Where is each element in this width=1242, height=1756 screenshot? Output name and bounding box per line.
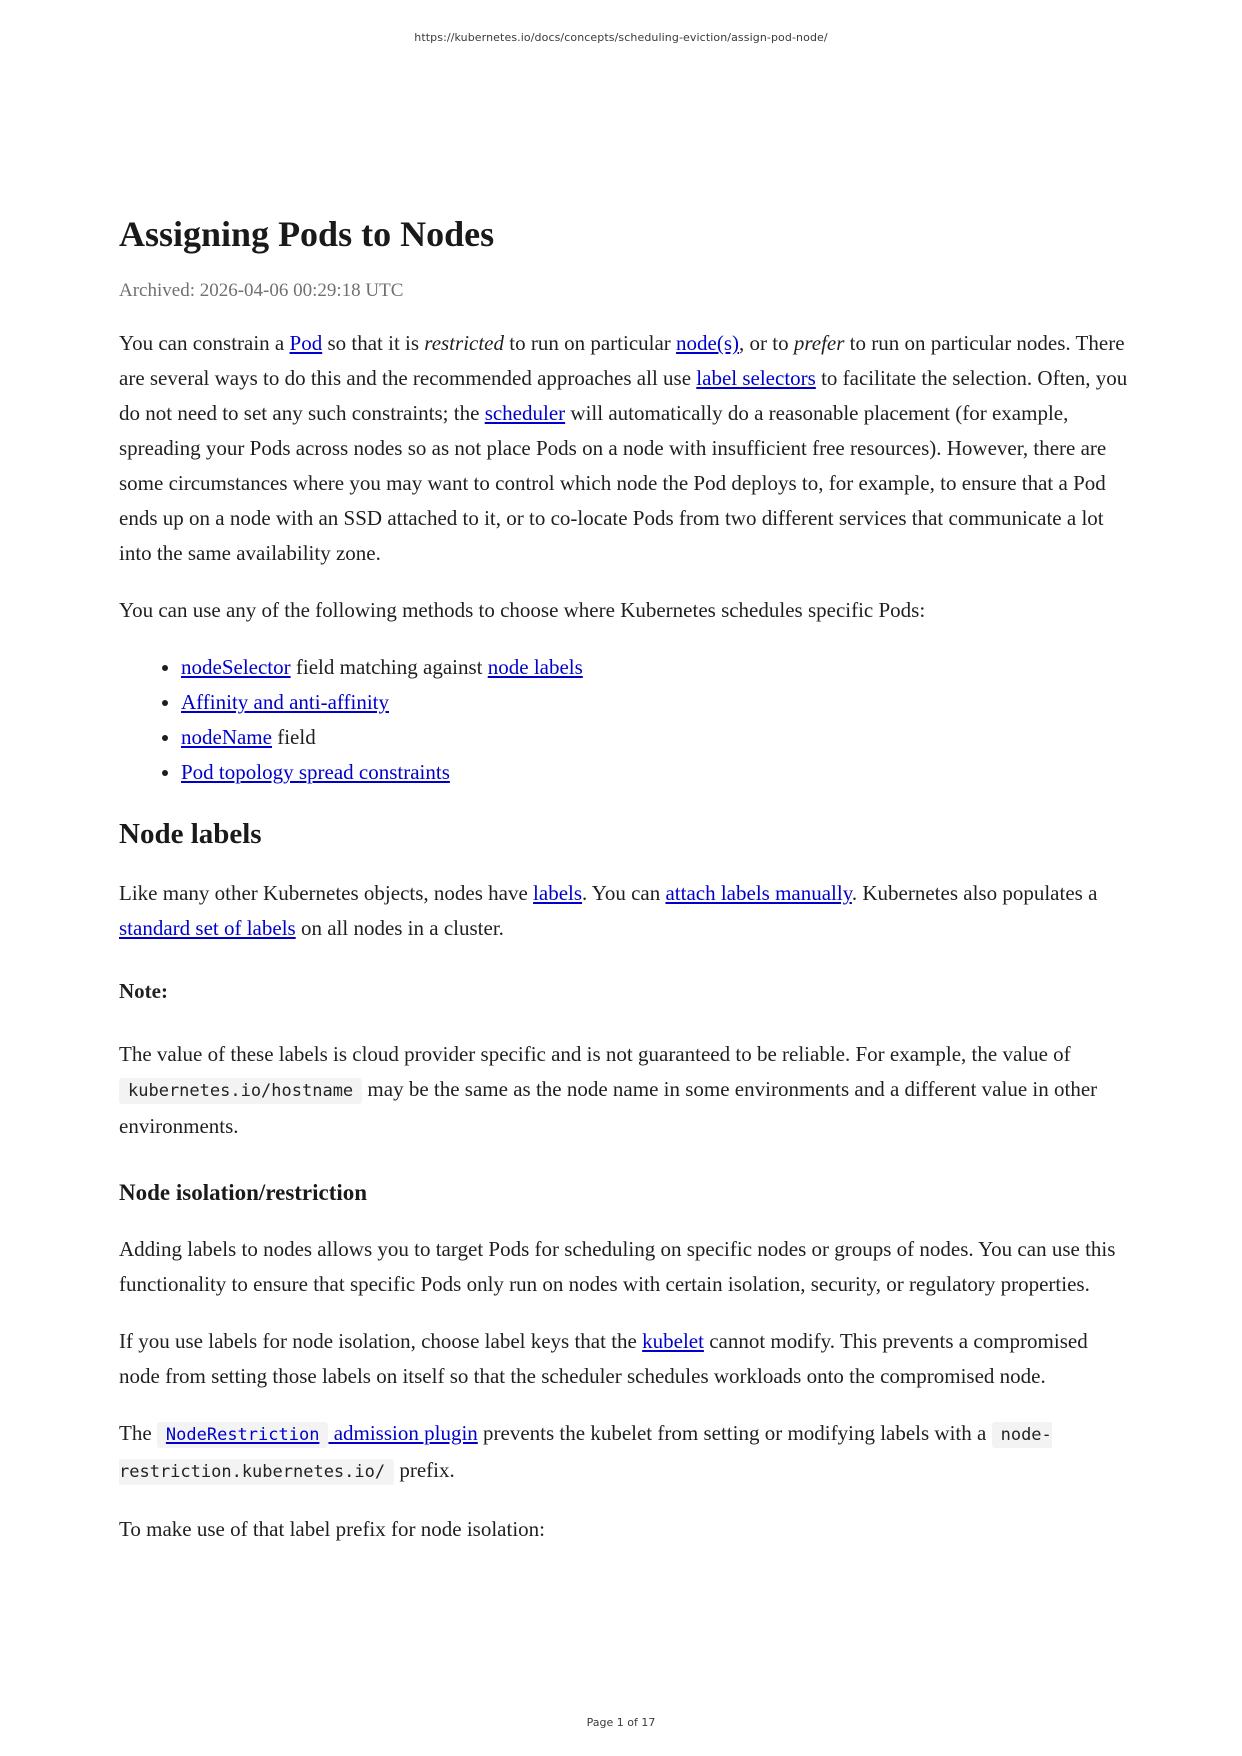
admission-plugin-link[interactable] [157,1421,478,1445]
standard-labels-link[interactable]: standard set of labels [119,916,296,940]
noderestriction-code: NodeRestriction [157,1422,329,1448]
section-heading-node-labels: Node labels [119,818,262,850]
intro-text: You can constrain a [119,331,290,355]
paragraph-text: The [119,1421,157,1445]
list-item [181,685,1129,720]
intro-text: to facilitate the selection. Often, you do not need to set any such constraints; the [119,366,1128,425]
link-text: admission plugin [328,1421,478,1445]
article [119,212,1129,1569]
paragraph-text: . You can [582,881,666,905]
affinity-link[interactable]: Affinity and anti-affinity [181,690,390,714]
paragraph-text: cannot modify. This prevents a compromised node from setting those labels on itself so that the scheduler schedules workloads onto the compromised node. [119,1329,1088,1388]
topology-spread-link[interactable]: Pod topology spread constraints [181,760,450,784]
prefix-code: node-restriction.kubernetes.io/ [119,1422,1052,1485]
page-number: Page 1 of 17 [586,1716,656,1729]
label-selectors-link[interactable]: label selectors [696,366,816,390]
list-item [181,650,1129,685]
list-text: field matching against [290,655,488,679]
node-labels-link[interactable]: node labels [487,655,583,679]
intro-paragraph [119,326,1129,571]
intro-text: so that it is [322,331,425,355]
page-title: Assigning Pods to Nodes [119,214,495,254]
attach-labels-link[interactable]: attach labels manually [665,881,852,905]
list-text: field [271,725,316,749]
paragraph-text: The value of these labels is cloud provider specific and is not guaranteed to be reliable. For example, the value of [119,1042,1071,1066]
paragraph-text: prefix. [394,1458,455,1482]
page-url-header: https://kubernetes.io/docs/concepts/scheduling-eviction/assign-pod-node/ [414,31,828,44]
isolation-paragraph-2 [119,1324,1129,1394]
intro-text: to run on particular [504,331,677,355]
labels-link[interactable]: labels [533,881,583,905]
methods-list [119,650,1129,790]
nodename-link[interactable]: nodeName [181,725,272,749]
isolation-paragraph-1: Adding labels to nodes allows you to target Pods for scheduling on specific nodes or groups of nodes. You can use this functionality to ensure that specific Pods only run on nodes with certain isolation, security, or regulatory properties. [119,1237,1116,1296]
section-heading-isolation: Node isolation/restriction [119,1180,368,1205]
emphasis-prefer: prefer [793,331,845,355]
kubelet-link[interactable]: kubelet [642,1329,704,1353]
intro-text: , or to [739,331,794,355]
note-paragraph [119,1037,1129,1144]
pod-link[interactable]: Pod [289,331,323,355]
scheduler-link[interactable]: scheduler [484,401,566,425]
paragraph-text: prevents the kubelet from setting or modifying labels with a [477,1421,992,1445]
isolation-paragraph-3 [119,1416,1129,1490]
list-item [181,755,1129,790]
paragraph-text: may be the same as the node name in some environments and a different value in other environments. [119,1077,1098,1138]
list-item [181,720,1129,755]
archived-timestamp: Archived: 2026-04-06 00:29:18 UTC [119,280,404,301]
node-labels-paragraph [119,876,1129,946]
intro-text: will automatically do a reasonable placement (for example, spreading your Pods across nodes so as not place Pods on a node with insufficient free resources). However, there are some circumstances where you may want to control which node the Pod deploys to, for example, to ensure that a Pod ends up on a node with an SSD attached to it, or to co-locate Pods from two different services that communicate a lot into the same availability zone. [119,401,1107,565]
isolation-paragraph-4: To make use of that label prefix for node isolation: [119,1517,545,1541]
paragraph-text: . Kubernetes also populates a [851,881,1098,905]
nodes-link[interactable]: node(s) [676,331,740,355]
paragraph-text: on all nodes in a cluster. [295,916,504,940]
emphasis-restricted: restricted [424,331,505,355]
intro-text: to run on particular nodes. There are several ways to do this and the recommended approaches all use [119,331,1125,390]
nodeselector-link[interactable]: nodeSelector [181,655,291,679]
hostname-code: kubernetes.io/hostname [119,1078,362,1104]
note-label: Note: [119,979,168,1003]
paragraph-text: If you use labels for node isolation, choose label keys that the [119,1329,643,1353]
paragraph-text: Like many other Kubernetes objects, nodes have [119,881,534,905]
methods-intro: You can use any of the following methods to choose where Kubernetes schedules specific Pods: [119,598,926,622]
